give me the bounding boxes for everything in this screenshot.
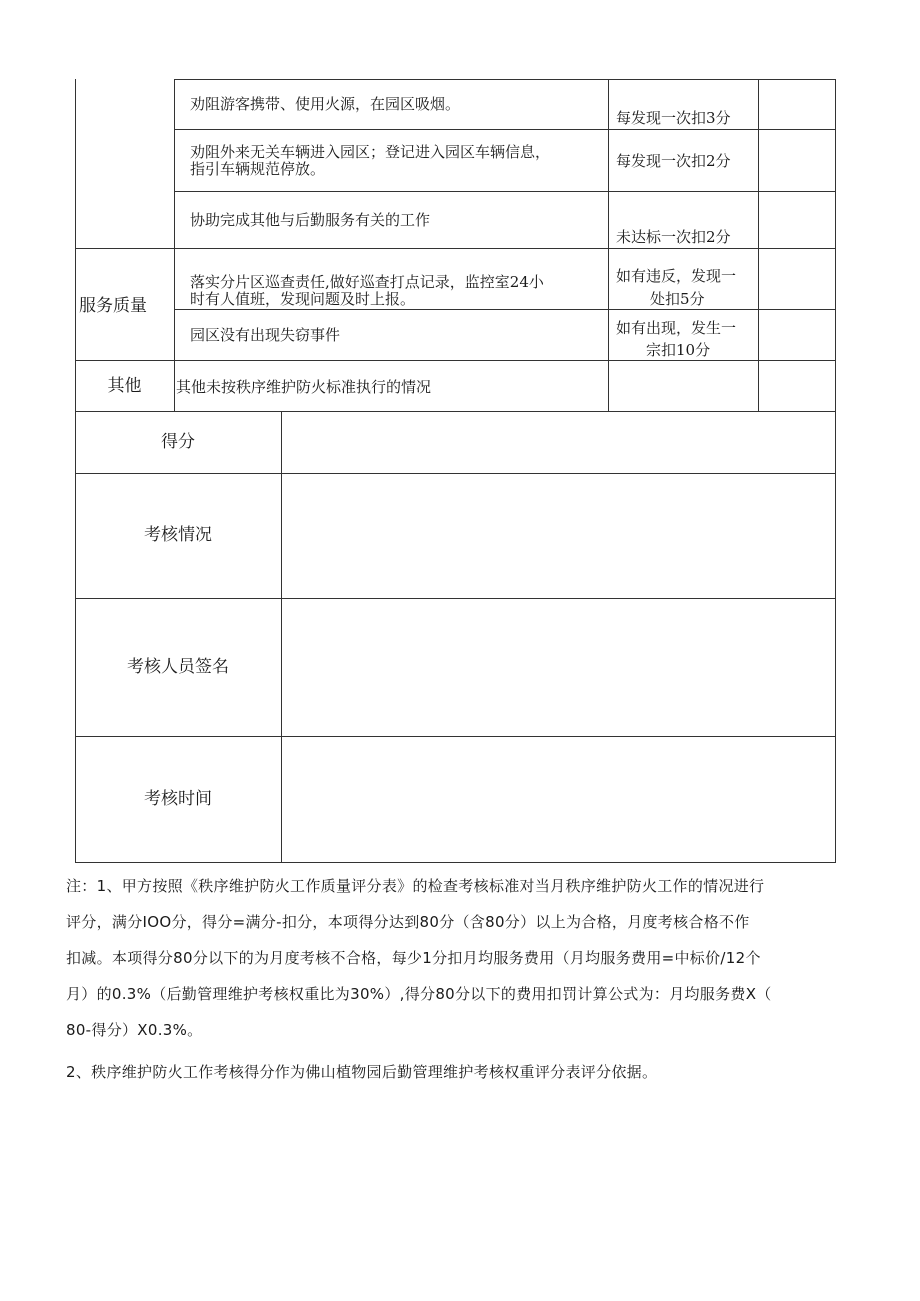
deduction-text: 如有出现，发生一	[616, 319, 737, 337]
deduction-text: 宗扣10分	[646, 341, 711, 359]
row-divider	[75, 473, 836, 474]
note-line: 2、秩序维护防火工作考核得分作为佛山植物园后勤管理维护考核权重评分表评分依据。	[66, 1063, 658, 1081]
item-text: 时有人值班，发现问题及时上报。	[190, 290, 416, 308]
row-divider	[75, 598, 836, 599]
note-line: 注：1、甲方按照《秩序维护防火工作质量评分表》的检查考核标准对当月秩序维护防火工作的情况进行	[66, 877, 765, 895]
column-divider	[75, 79, 76, 863]
deduction-text: 每发现一次扣2分	[616, 152, 731, 170]
item-text: 劝阻外来无关车辆进入园区；登记进入园区车辆信息，	[190, 143, 551, 161]
column-divider	[281, 411, 282, 863]
time-value-cell[interactable]	[283, 738, 834, 861]
assessment-label: 考核情况	[144, 525, 212, 545]
score-label: 得分	[161, 432, 195, 452]
category-label: 其他	[107, 376, 142, 396]
deduction-text: 每发现一次扣3分	[616, 109, 731, 127]
row-divider	[174, 191, 836, 192]
row-divider	[75, 360, 836, 361]
item-text: 园区没有出现失窃事件	[190, 326, 341, 344]
item-text: 指引车辆规范停放。	[190, 160, 326, 178]
column-divider	[608, 79, 609, 411]
note-line: 月）的0.3%（后勤管理维护考核权重比为30%）,得分80分以下的费用扣罚计算公式为：月均服务费X（	[66, 985, 772, 1003]
note-line: 80-得分）X0.3%。	[66, 1021, 203, 1039]
time-label: 考核时间	[144, 789, 212, 809]
deduction-text: 未达标一次扣2分	[616, 228, 731, 246]
row-divider	[75, 736, 836, 737]
deduction-text: 如有违反，发现一	[616, 267, 737, 285]
column-divider	[835, 79, 836, 863]
deduction-text: 处扣5分	[650, 290, 705, 308]
column-divider	[174, 79, 175, 411]
note-line: 扣减。本项得分80分以下的为月度考核不合格，每少1分扣月均服务费用（月均服务费用=中标价/12个	[66, 949, 761, 967]
row-divider	[75, 248, 836, 249]
signature-label: 考核人员签名	[127, 657, 229, 677]
item-text: 协助完成其他与后勤服务有关的工作	[190, 211, 431, 229]
item-text: 劝阻游客携带、使用火源，在园区吸烟。	[190, 95, 461, 113]
item-text: 落实分片区巡查责任,做好巡查打点记录，监控室24小	[190, 273, 544, 291]
row-divider	[75, 862, 836, 863]
row-divider	[174, 79, 836, 80]
category-label: 服务质量	[79, 296, 147, 316]
column-divider	[758, 79, 759, 411]
score-value-cell[interactable]	[283, 413, 834, 472]
item-text: 其他未按秩序维护防火标准执行的情况	[176, 378, 432, 396]
row-divider	[75, 411, 836, 412]
note-line: 评分，满分IOO分，得分=满分-扣分，本项得分达到80分（含80分）以上为合格，月度考核合格不作	[66, 913, 750, 931]
row-divider	[174, 309, 836, 310]
row-divider	[174, 129, 836, 130]
assessment-value-cell[interactable]	[283, 475, 834, 597]
signature-value-cell[interactable]	[283, 600, 834, 735]
